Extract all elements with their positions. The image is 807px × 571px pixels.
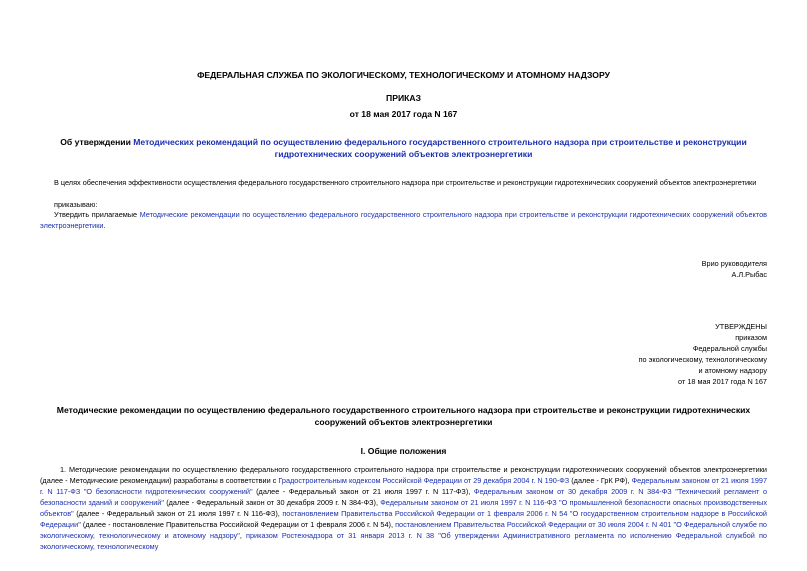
- link-order-38[interactable]: приказом Ростехнадзора от 31 января 2013 г. N 38 "Об утверждении Административного регламента по исполнению Федеральной службой по экологическому, технологическому: [40, 531, 767, 551]
- order-word: приказываю:: [54, 200, 98, 209]
- document-title: Методические рекомендации по осуществлению федерального государственного строительного надзора при строительстве и реконструкции гидротехнических сооружений объектов электроэнергетики: [56, 405, 751, 427]
- link-grk-rf[interactable]: Градостроительным кодексом Российской Федерации от 29 декабря 2004 г. N 190-ФЗ: [278, 476, 570, 485]
- approved-line: Федеральной службы: [692, 344, 767, 353]
- approved-line: по экологическому, технологическому: [638, 355, 767, 364]
- order-heading: ПРИКАЗ: [386, 93, 421, 103]
- approved-line: от 18 мая 2017 года N 167: [678, 377, 767, 386]
- order-title-prefix: Об утверждении: [60, 137, 134, 147]
- paragraph-1: 1. Методические рекомендации по осуществлению федерального государственного строительного надзора при строительстве и реконструкции гидротехнических сооружений объектов электроэнергетики (далее - Методические рекомендации) разработаны в соответствии с Градостроительным кодексом Российской Федерации от 29 декабря 2004 г. N 190-ФЗ (далее - ГрК РФ), Федеральным законом от 21 июля 1997 г. N 117-ФЗ "О безопасности гидротехнических сооружений" (далее - Федеральный закон от 21 июля 1997 г. N 117-ФЗ), Федеральным законом от 30 декабря 2009 г. N 384-ФЗ "Технический регламент о безопасности зданий и сооружений" (далее - Федеральный закон от 30 декабря 2009 г. N 384-ФЗ), Федеральным законом от 21 июля 1997 г. N 116-ФЗ "О промышленной безопасности опасных производственных объектов" (далее - Федеральный закон от 21 июля 1997 г. N 116-ФЗ), постановлением Правительства Российской Федерации от 1 февраля 2006 г. N 54 "О государственном строительном надзоре в Российской Федерации" (далее - постановление Правительства Российской Федерации от 1 февраля 2006 г. N 54), постановлением Правительства Российской Федерации от 30 июля 2004 г. N 401 "О Федеральной службе по экологическому, технологическому и атомному надзору", приказом Ростехнадзора от 31 января 2013 г. N 38 "Об утверждении Административного регламента по исполнению Федеральной службой по экологическому, технологическому: [40, 465, 768, 551]
- link-law-117[interactable]: Федеральным законом от 21 июля 1997 г. N 117-ФЗ "О безопасности гидротехнических сооружений": [40, 476, 767, 496]
- order-title-link[interactable]: Методических рекомендаций по осуществлению федерального государственного строительного надзора при строительстве и реконструкции гидротехнических сооружений объектов электроэнергетики: [133, 137, 747, 159]
- link-law-116[interactable]: Федеральным законом от 21 июля 1997 г. N 116-ФЗ "О промышленной безопасности опасных производственных объектов": [40, 498, 767, 518]
- order-title: [40, 136, 767, 160]
- link-resolution-54[interactable]: постановлением Правительства Российской Федерации от 1 февраля 2006 г. N 54 "О государственном строительном надзоре в Российской Федерации": [40, 509, 767, 529]
- approve-link[interactable]: Методические рекомендации по осуществлению федерального государственного строительного надзора при строительстве и реконструкции гидротехнических сооружений объектов электроэнергетики: [40, 210, 768, 230]
- order-date: от 18 мая 2017 года N 167: [349, 109, 458, 119]
- approved-block: [639, 321, 767, 387]
- signature-name: А.Л.Рыбас: [731, 270, 767, 279]
- approve-suffix: .: [103, 221, 106, 230]
- approved-line: приказом: [735, 333, 767, 342]
- approved-line: УТВЕРЖДЕНЫ: [715, 322, 767, 331]
- signature-block: [702, 258, 767, 280]
- approve-paragraph: [40, 209, 767, 231]
- agency-heading: ФЕДЕРАЛЬНАЯ СЛУЖБА ПО ЭКОЛОГИЧЕСКОМУ, ТЕХНОЛОГИЧЕСКОМУ И АТОМНОМУ НАДЗОРУ: [197, 70, 610, 80]
- signature-role: Врио руководителя: [701, 259, 767, 268]
- goal-paragraph: В целях обеспечения эффективности осуществления федерального государственного строительного надзора при строительстве и реконструкции гидротехнических сооружений объектов электроэнергетики: [54, 178, 757, 187]
- approve-prefix: Утвердить прилагаемые: [54, 210, 140, 219]
- section-title: I. Общие положения: [360, 446, 447, 456]
- link-resolution-401[interactable]: постановлением Правительства Российской Федерации от 30 июля 2004 г. N 401 "О Федеральной службе по экологическому, технологическому и атомному надзору": [40, 520, 767, 540]
- approved-line: и атомному надзору: [698, 366, 767, 375]
- link-law-384[interactable]: Федеральным законом от 30 декабря 2009 г. N 384-ФЗ "Технический регламент о безопасности зданий и сооружений": [40, 487, 768, 507]
